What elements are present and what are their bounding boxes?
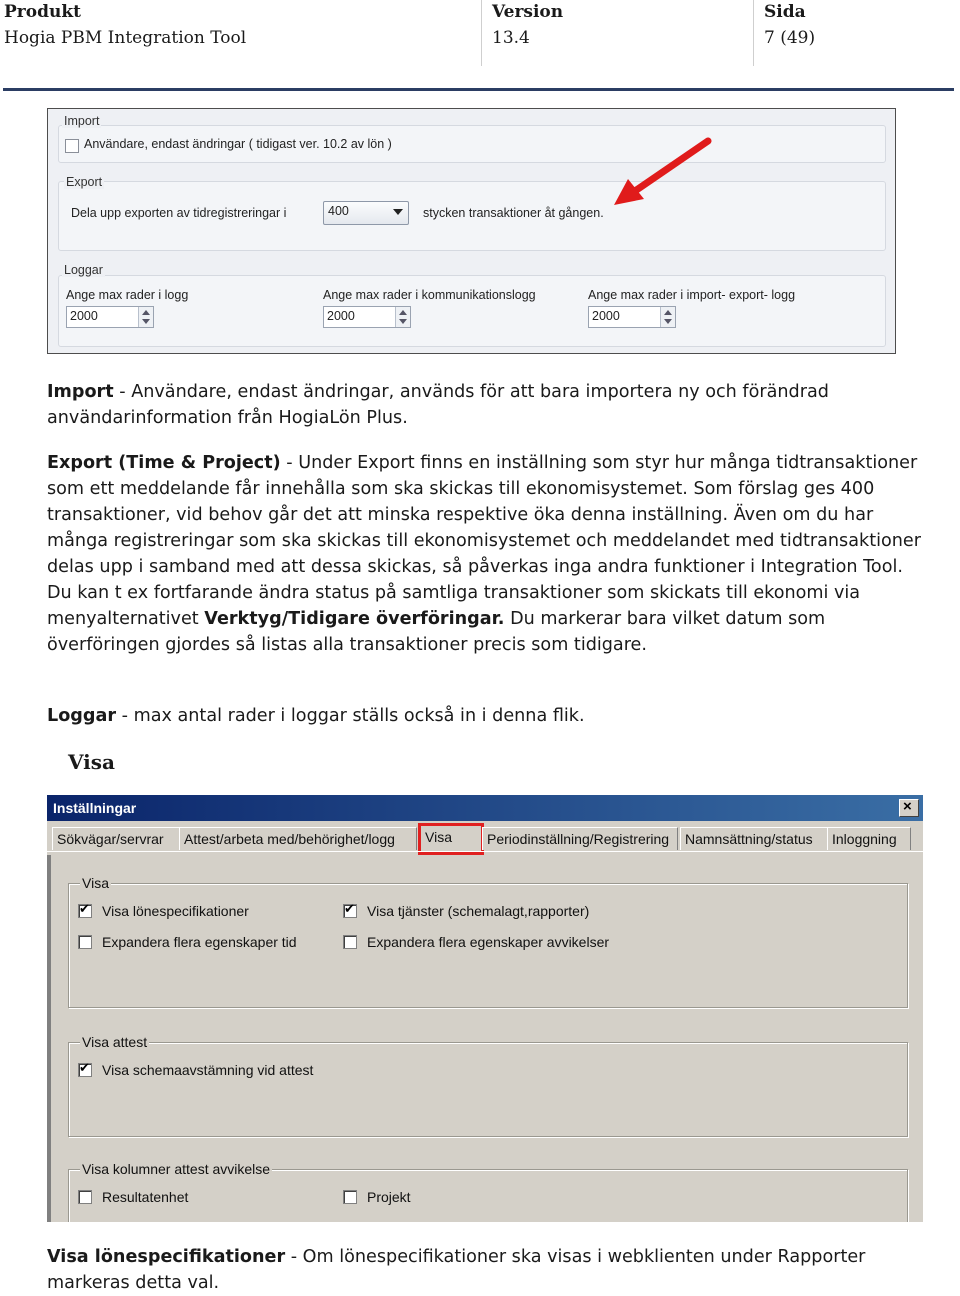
visa-tjanster-checkbox[interactable] [343,904,357,918]
comm-log-max-rows-value: 2000 [327,309,355,323]
spinner-buttons[interactable] [138,307,153,327]
tab-sokvagar[interactable]: Sökvägar/servrar [52,827,184,850]
visa-schemaavstamning-checkbox[interactable] [78,1063,92,1077]
import-export-log-max-rows-spinner[interactable] [588,306,676,328]
arrow-down-icon[interactable] [399,319,407,324]
tab-strip [47,823,923,853]
spinner-buttons[interactable] [660,307,675,327]
settings-dialog-screenshot [47,795,923,1222]
version-label: Version [492,2,564,22]
arrow-up-icon[interactable] [664,310,672,315]
import-term: Import [47,382,114,402]
expand-avvikelser-checkbox[interactable] [343,935,357,949]
arrow-up-icon[interactable] [399,310,407,315]
close-button[interactable] [899,799,919,817]
tab-namnsattning[interactable]: Namnsättning/status [680,827,829,850]
projekt-label: Projekt [367,1189,411,1205]
visa-lonespec-term: Visa lönespecifikationer [47,1247,286,1267]
tab-baseline [47,851,923,852]
close-icon: × [903,798,912,815]
product-label: Produkt [4,2,81,22]
log-field-label: Ange max rader i logg [66,288,189,302]
import-export-settings-screenshot [47,108,896,354]
projekt-checkbox[interactable] [343,1190,357,1204]
tab-visa[interactable]: Visa [418,823,484,855]
expand-avvikelser-label: Expandera flera egenskaper avvikelser [367,934,610,950]
arrow-down-icon[interactable] [664,319,672,324]
visa-lonespec-checkbox[interactable] [78,904,92,918]
import-paragraph [47,379,927,431]
log-group-title: Loggar [64,263,103,277]
log-group [58,275,886,347]
import-users-checkbox[interactable] [65,139,79,153]
chevron-down-icon [393,209,403,215]
expand-tid-label: Expandera flera egenskaper tid [102,934,297,950]
log-term: Loggar [47,706,117,726]
log-paragraph [47,703,927,729]
log-field-label: Ange max rader i kommunikationslogg [323,288,536,302]
visa-lonespec-paragraph [47,1244,927,1296]
export-split-label: Dela upp exporten av tidregistreringar i [71,206,287,220]
page-value: 7 (49) [764,28,816,48]
visa-attest-group [68,1042,908,1137]
export-description-end: Du markerar bara vilket datum som överföringen gjordes så listas alla transaktioner precis som tidigare. [47,609,826,655]
comm-log-max-rows-spinner[interactable] [323,306,411,328]
dialog-title: Inställningar [53,800,137,816]
export-term: Export (Time & Project) [47,453,281,473]
visa-attest-group-title: Visa attest [82,1034,148,1050]
tab-attest[interactable]: Attest/arbeta med/behörighet/logg [179,827,417,850]
page-label: Sida [764,2,806,22]
import-description: - Användare, endast ändringar, används för att bara importera ny och förändrad användarinformation från HogiaLön Plus. [47,382,829,428]
import-group-title: Import [64,114,100,128]
visa-lonespec-label: Visa lönespecifikationer [102,903,249,919]
visa-group-title: Visa [82,875,109,891]
export-split-suffix: stycken transaktioner åt gången. [423,206,604,220]
version-cell [492,0,742,66]
export-count-value: 400 [328,204,349,218]
log-field-label: Ange max rader i import- export- logg [588,288,796,302]
tab-inloggning[interactable]: Inloggning [827,827,911,850]
header-rule [3,88,954,91]
resultatenhet-checkbox[interactable] [78,1190,92,1204]
expand-tid-checkbox[interactable] [78,935,92,949]
document-header [0,0,960,92]
dialog-titlebar [47,795,923,821]
product-cell [4,0,474,66]
log-max-rows-value: 2000 [70,309,98,323]
window-edge [47,855,51,1222]
export-paragraph [47,450,927,658]
visa-schemaavstamning-label: Visa schemaavstämning vid attest [102,1062,314,1078]
product-value: Hogia PBM Integration Tool [4,28,247,48]
visa-lonespec-description: - Om lönespecifikationer ska visas i webklienten under Rapporter markeras detta val. [47,1247,866,1293]
resultatenhet-label: Resultatenhet [102,1189,189,1205]
page-cell [764,0,944,66]
import-export-log-max-rows-value: 2000 [592,309,620,323]
arrow-up-icon[interactable] [142,310,150,315]
arrow-down-icon[interactable] [142,319,150,324]
red-arrow-icon [608,135,718,207]
section-heading-visa: Visa [68,750,115,774]
import-users-label: Användare, endast ändringar ( tidigast ver. 10.2 av lön ) [84,137,392,151]
export-description: - Under Export finns en inställning som styr hur många tidtransaktioner som ett meddelande får innehålla som ska skickas till ekonomisystemet. Som förslag ges 400 transaktioner, vid behov går det att minska respektive öka denna inställning. Även om du har många registreringar som ska skickas till ekonomisystemet och meddelandet med tidtransaktioner delas upp i samband med att dessa skickas, så påverkas inga andra funktioner i Integration Tool. Du kan t ex fortfarande ändra status på samtliga transaktioner som skickats till ekonomi via menyalternativet [47,453,921,629]
visa-kolumner-group-title: Visa kolumner attest avvikelse [82,1161,271,1177]
log-description: - max antal rader i loggar ställs också in i denna flik. [116,706,585,726]
log-max-rows-spinner[interactable] [66,306,154,328]
version-value: 13.4 [492,28,530,48]
header-divider [481,0,482,66]
tab-period[interactable]: Periodinställning/Registrering [482,827,678,850]
export-group-title: Export [66,175,103,189]
spinner-buttons[interactable] [395,307,410,327]
menu-path: Verktyg/Tidigare överföringar. [204,609,505,629]
visa-tjanster-label: Visa tjänster (schemalagt,rapporter) [367,903,590,919]
header-divider [753,0,754,66]
export-count-select[interactable] [323,201,409,225]
